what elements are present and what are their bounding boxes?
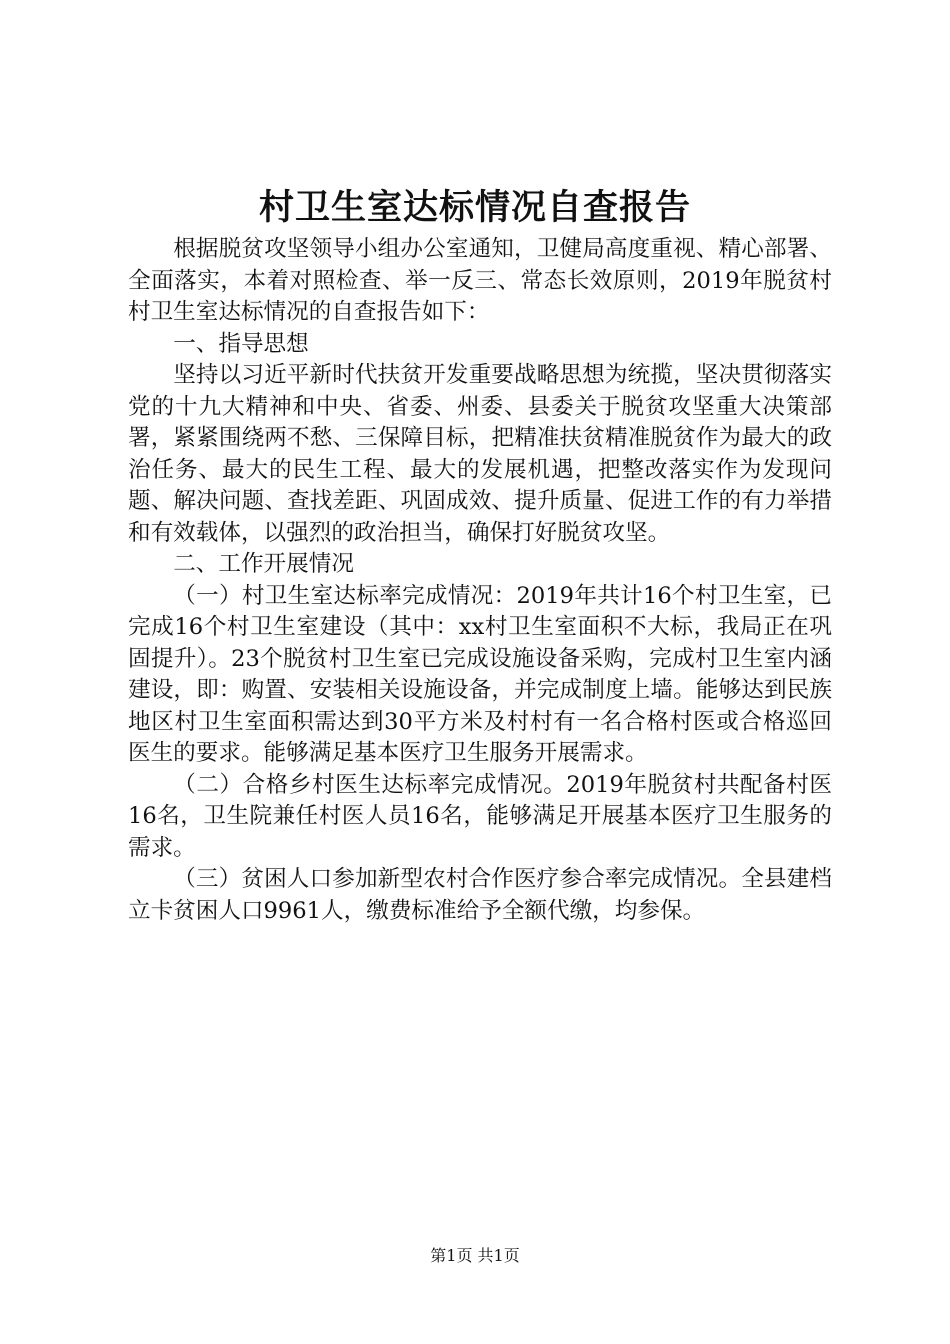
paragraph-insurance: （三）贫困人口参加新型农村合作医疗参合率完成情况。全县建档立卡贫困人口9961人，缴费标准给予全额代缴，均参保。	[128, 866, 832, 924]
paragraph-village-doctor: （二）合格乡村医生达标率完成情况。2019年脱贫村共配备村医16名，卫生院兼任村医人员16名，能够满足开展基本医疗卫生服务的需求。	[128, 771, 832, 861]
page-footer: 第1页 共1页	[430, 1246, 520, 1265]
paragraph-clinic-standard: （一）村卫生室达标率完成情况：2019年共计16个村卫生室，已完成16个村卫生室建设（其中：xx村卫生室面积不大标，我局正在巩固提升）。23个脱贫村卫生室已完成设施设备采购，完成村卫生室内涵建设，即：购置、安装相关设施设备，并完成制度上墙。能够达到民族地区村卫生室面积需达到30平方米及村村有一名合格村医或合格巡回医生的要求。能够满足基本医疗卫生服务开展需求。	[128, 582, 832, 766]
page-title: 村卫生室达标情况自查报告	[258, 187, 691, 228]
section-heading-work-progress: 二、工作开展情况	[173, 551, 354, 577]
paragraph-intro: 根据脱贫攻坚领导小组办公室通知，卫健局高度重视、精心部署、全面落实，本着对照检查、举一反三、常态长效原则，2019年脱贫村村卫生室达标情况的自查报告如下：	[128, 236, 832, 325]
paragraph-guiding-thought: 坚持以习近平新时代扶贫开发重要战略思想为统揽，坚决贯彻落实党的十九大精神和中央、省委、州委、县委关于脱贫攻坚重大决策部署，紧紧围绕两不愁、三保障目标，把精准扶贫精准脱贫作为最大的政治任务、最大的民生工程、最大的发展机遇，把整改落实作为发现问题、解决问题、查找差距、巩固成效、提升质量、促进工作的有力举措和有效载体，以强烈的政治担当，确保打好脱贫攻坚。	[128, 362, 832, 546]
section-heading-guiding-thought: 一、指导思想	[173, 330, 309, 357]
document-body	[128, 234, 832, 927]
